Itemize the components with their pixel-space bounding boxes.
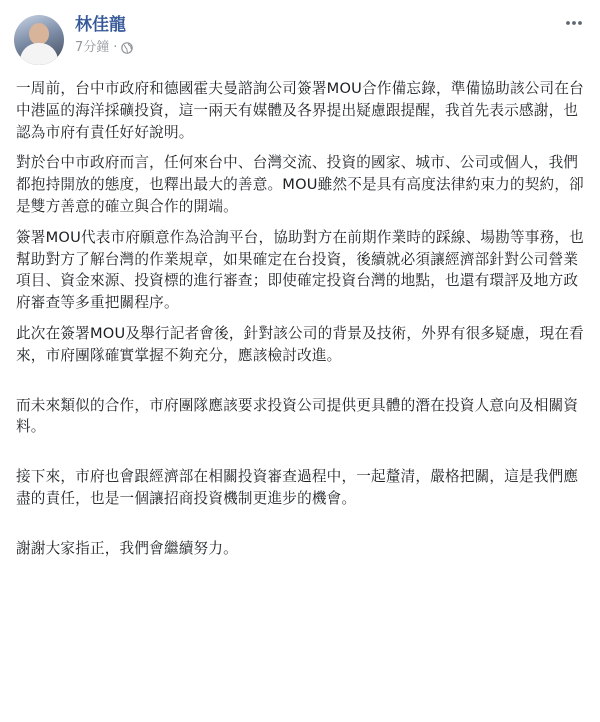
post-timestamp[interactable]: 7分鐘 <box>75 40 110 55</box>
post-paragraph: 一周前，台中市政府和德國霍夫曼諮詢公司簽署MOU合作備忘錄，準備協助該公司在台中港區的海洋採礦投資，這一兩天有媒體及各界提出疑慮跟提醒，我首先表示感謝，也認為市府有責任好好說明。 <box>16 80 584 141</box>
separator-dot: · <box>113 40 118 55</box>
author-name[interactable]: 林佳龍 <box>75 15 126 34</box>
globe-icon[interactable] <box>121 42 133 54</box>
more-options-icon[interactable] <box>562 14 586 32</box>
post-paragraph: 簽署MOU代表市府願意作為洽詢平台，協助對方在前期作業時的踩線、場勘等事務，也幫助對方了解台灣的作業規章，如果確定在台投資，後續就必須讓經濟部針對公司營業項目、資金來源、投資標的進行審查；即使確定投資台灣的地點，也還有環評及地方政府審查等多重把關程序。 <box>16 228 584 312</box>
post-paragraph: 而未來類似的合作，市府團隊應該要求投資公司提供更具體的潛在投資人意向及相關資料。 <box>16 396 579 436</box>
post-body <box>14 78 586 560</box>
post-header <box>14 12 586 70</box>
avatar-face <box>29 23 49 45</box>
post-subline <box>75 40 133 56</box>
post-meta <box>75 14 133 56</box>
author-avatar[interactable] <box>14 15 64 65</box>
post-paragraph: 接下來，市府也會跟經濟部在相關投資審查過程中，一起釐清，嚴格把關，這是我們應盡的責任，也是一個讓招商投資機制更進步的機會。 <box>16 468 579 507</box>
post-paragraph: 此次在簽署MOU及舉行記者會後，針對該公司的背景及技術，外界有很多疑慮，現在看來，市府團隊確實掌握不夠充分，應該檢討改進。 <box>16 324 584 364</box>
post-paragraph: 對於台中市政府而言，任何來台中、台灣交流、投資的國家、城市、公司或個人，我們都抱持開放的態度，也釋出最大的善意。MOU雖然不是具有高度法律約束力的契約，卻是雙方善意的確立與合作的開端。 <box>16 154 584 215</box>
post-paragraph: 謝謝大家指正，我們會繼續努力。 <box>16 539 238 557</box>
avatar-shirt <box>20 43 58 65</box>
